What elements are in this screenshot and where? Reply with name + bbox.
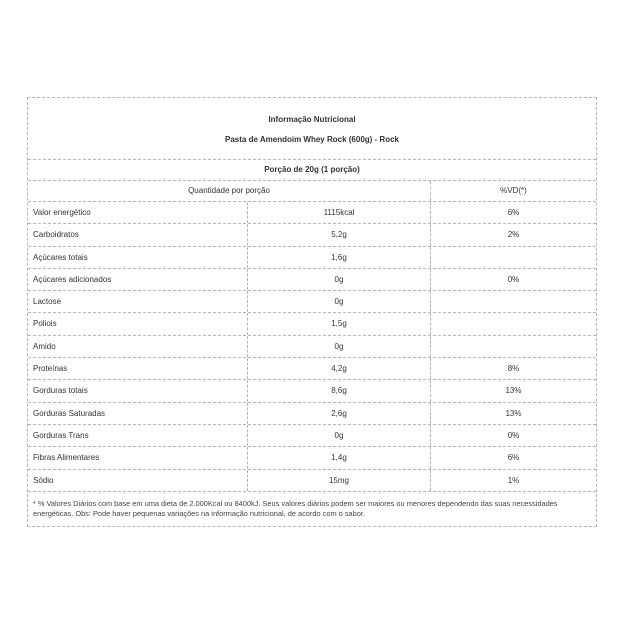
table-row	[28, 447, 596, 469]
nutrient-amount: 1115kcal	[248, 202, 431, 223]
nutrient-name: Valor energético	[28, 202, 248, 223]
nutrition-table	[27, 97, 597, 527]
table-row	[28, 202, 596, 224]
nutrient-name: Lactose	[28, 291, 248, 312]
nutrient-vd: 8%	[507, 364, 520, 374]
nutrient-vd: 13%	[505, 386, 522, 396]
nutrient-name: Poliois	[28, 313, 248, 334]
nutrient-name: Sódio	[28, 470, 248, 491]
nutrient-vd: 1%	[507, 475, 520, 485]
nutrient-name: Açúcares adicionados	[28, 269, 248, 290]
nutrient-amount: 0g	[248, 336, 431, 357]
product-name: Pasta de Amendoim Whey Rock (600g) - Rock	[225, 135, 399, 144]
nutrient-vd: 6%	[507, 453, 520, 463]
vd-header: %VD(*)	[500, 186, 527, 195]
nutrient-name: Fibras Alimentares	[28, 447, 248, 468]
table-row	[28, 269, 596, 291]
nutrient-amount: 0g	[248, 269, 431, 290]
nutrient-rows	[28, 202, 596, 492]
table-row	[28, 380, 596, 402]
table-row	[28, 247, 596, 269]
nutrient-name: Gorduras totais	[28, 380, 248, 401]
nutrient-name: Gorduras Trans	[28, 425, 248, 446]
nutrient-vd	[431, 336, 596, 357]
nutrient-amount: 1,5g	[248, 313, 431, 334]
nutrient-amount: 15mg	[248, 470, 431, 491]
nutrient-amount: 0g	[248, 425, 431, 446]
nutrient-name: Gorduras Saturadas	[28, 403, 248, 424]
nutrient-vd: 0%	[507, 430, 520, 440]
nutrient-vd: 2%	[507, 230, 520, 240]
nutrient-amount: 5,2g	[248, 224, 431, 245]
nutrient-vd: 13%	[505, 408, 522, 418]
nutrient-amount: 8,6g	[248, 380, 431, 401]
table-row	[28, 224, 596, 246]
nutrient-amount: 0g	[248, 291, 431, 312]
nutrient-vd: 0%	[507, 274, 520, 284]
table-row	[28, 336, 596, 358]
nutrient-name: Carboidratos	[28, 224, 248, 245]
nutrient-vd: 6%	[507, 208, 520, 217]
header-row	[28, 181, 596, 202]
table-row	[28, 313, 596, 335]
table-title: Informação Nutricional	[268, 115, 356, 124]
nutrient-name: Amido	[28, 336, 248, 357]
footnote: * % Valores Diários com base em uma dieta de 2.000Kcal ou 8400kJ. Seus valores diários podem ser maiores ou menores dependendo das suas necessidades energéticas. Obs: Pode haver pequenas variações na informação nutricional, de acordo com o sabor.	[33, 498, 558, 519]
nutrient-amount: 4,2g	[248, 358, 431, 379]
nutrient-name: Proteínas	[28, 358, 248, 379]
table-row	[28, 358, 596, 380]
table-row	[28, 291, 596, 313]
table-row	[28, 470, 596, 492]
nutrient-vd	[431, 313, 596, 334]
nutrient-vd	[431, 291, 596, 312]
nutrient-name: Açúcares totais	[28, 247, 248, 268]
nutrient-amount: 1,4g	[248, 447, 431, 468]
table-row	[28, 403, 596, 425]
title-block	[28, 98, 596, 160]
portion-size: Porção de 20g (1 porção)	[28, 160, 596, 181]
quantity-header: Quantidade por porção	[28, 181, 431, 201]
table-row	[28, 425, 596, 447]
nutrient-amount: 2,6g	[248, 403, 431, 424]
nutrient-amount: 1,6g	[248, 247, 431, 268]
nutrient-vd	[431, 247, 596, 268]
